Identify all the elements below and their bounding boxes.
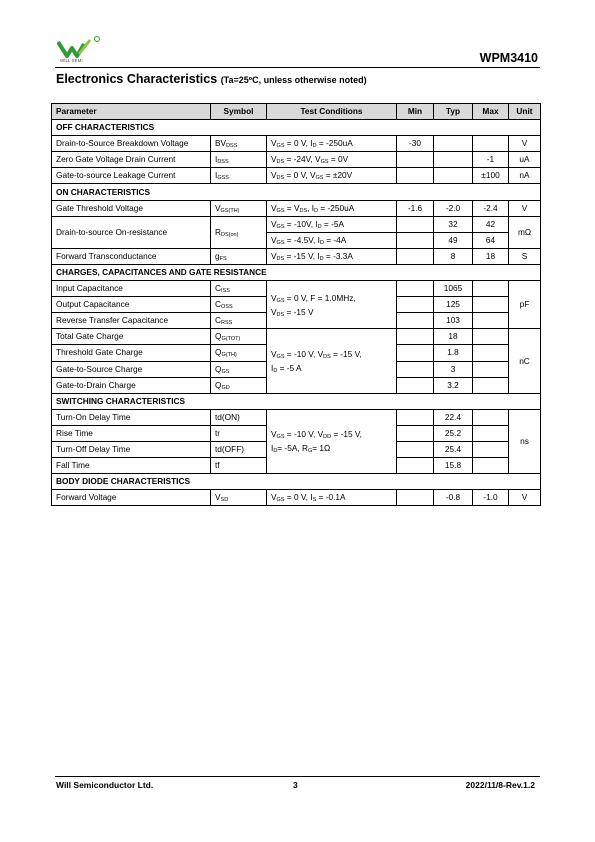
table-row: Gate-to-Source Charge $Q_{GS}$ 3	[52, 361, 541, 377]
section-conditions: (Ta=25ºC, unless otherwise noted)	[220, 75, 367, 85]
table-row: Fall Time tf 15.8	[52, 458, 541, 474]
table-row: Threshold Gate Charge $Q_{G(TH)}$ 1.8	[52, 345, 541, 361]
group-title-off: OFF CHARACTERISTICS	[52, 120, 541, 136]
column-header: Typ	[434, 104, 473, 120]
table-row: Forward Voltage $V_{SD}$ $V_{GS} = 0$ V, $I_S = -0.1A$ -0.8 -1.0 V	[52, 490, 541, 506]
table-row: Input Capacitance $C_{ISS}$ $V_{GS} = 0$ V, F = 1.0MHz, $V_{DS} = -15$ V 1065 pF	[52, 281, 541, 297]
column-header: Min	[397, 104, 434, 120]
group-title-on: ON CHARACTERISTICS	[52, 184, 541, 200]
column-header: Test Conditions	[267, 104, 397, 120]
footer-revision: 2022/11/8-Rev.1.2	[465, 780, 535, 790]
table-row: $V_{GS} = -4.5V$, $I_D = -4A$ 49 64	[52, 232, 541, 248]
column-header: Symbol	[211, 104, 267, 120]
table-row: Zero Gate Voltage Drain Current $I_{DSS}$ $V_{DS} = -24V$, $V_{GS} = 0V$ -1 uA	[52, 152, 541, 168]
table-row: Turn-Off Delay Time td(OFF) 25.4	[52, 441, 541, 457]
page-number: 3	[293, 780, 298, 790]
table-header-row	[52, 104, 541, 120]
table-row: Reverse Transfer Capacitance $C_{RSS}$ 103	[52, 313, 541, 329]
table-row: Rise Time tr 25.2	[52, 425, 541, 441]
table-row: Gate-to-source Leakage Current $I_{GSS}$ $V_{DS} = 0$ V, $V_{GS} = \pm 20V$ ±100 nA	[52, 168, 541, 184]
footer-divider	[55, 776, 540, 777]
column-header: Unit	[509, 104, 541, 120]
footer-company: Will Semiconductor Ltd.	[56, 780, 154, 790]
group-title-charges: CHARGES, CAPACITANCES AND GATE RESISTANCE	[52, 264, 541, 280]
group-title-switching: SWITCHING CHARACTERISTICS	[52, 393, 541, 409]
section-title: Electronics Characteristics (Ta=25ºC, unless otherwise noted)	[56, 72, 367, 86]
table-row: Drain-to-source On-resistance $R_{DS(on)}$ $V_{GS} = -10V$, $I_D = -5A$ 32 42 mΩ	[52, 216, 541, 232]
table-row: Output Capacitance $C_{OSS}$ 125	[52, 297, 541, 313]
table-row: Total Gate Charge $Q_{G(TOT)}$ $V_{GS} = -10$ V, $V_{DS} = -15$ V, $I_D = -5$ A 18 nC	[52, 329, 541, 345]
table-row: Turn-On Delay Time td(ON) $V_{GS} = -10$ V, $V_{DD} = -15$ V, $I_D= -5A$, $R_G= 1\Omega$ 22.4 ns	[52, 409, 541, 425]
table-row: Drain-to-Source Breakdown Voltage $BV_{DSS}$ $V_{GS} = 0$ V, $I_D = -250uA$ -30 V	[52, 136, 541, 152]
svg-text:WILL SEMI: WILL SEMI	[60, 58, 83, 63]
group-title-diode: BODY DIODE CHARACTERISTICS	[52, 474, 541, 490]
electrical-characteristics-table	[51, 103, 541, 506]
table-row: Forward Transconductance $g_{FS}$ $V_{DS} = -15$ V, $I_D = -3.3A$ 8 18 S	[52, 248, 541, 264]
part-number: WPM3410	[479, 51, 538, 65]
will-semiconductor-logo	[57, 34, 103, 64]
table-row: Gate Threshold Voltage $V_{GS(TH)}$ $V_{GS} = V_{DS}$, $I_D = -250uA$ -1.6 -2.0 -2.4 V	[52, 200, 541, 216]
column-header: Parameter	[52, 104, 211, 120]
table-row: Gate-to-Drain Charge $Q_{GD}$ 3.2	[52, 377, 541, 393]
header-divider	[55, 67, 540, 68]
column-header: Max	[473, 104, 509, 120]
